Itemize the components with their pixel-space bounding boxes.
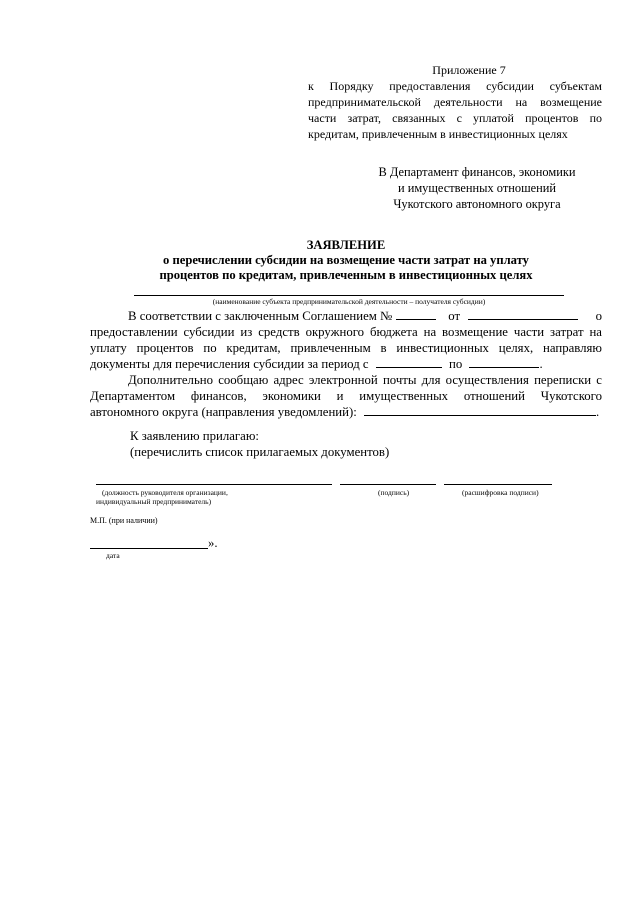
addressee-line: В Департамент финансов, экономики xyxy=(378,165,576,179)
title-line: о перечислении субсидии на возмещение части затрат на уплату xyxy=(163,253,529,267)
email-dot: . xyxy=(596,405,600,419)
agreement-first-line xyxy=(90,308,602,324)
appendix-header xyxy=(308,62,602,142)
addressee-line: и имущественных отношений xyxy=(397,181,557,195)
email-field[interactable] xyxy=(364,404,596,416)
email-text: автономного округа (направления уведомлений): xyxy=(90,405,357,419)
applicant-name-line[interactable] xyxy=(134,295,564,296)
appendix-line: предпринимательской деятельности на возмещение xyxy=(308,95,602,109)
agreement-about-text: о xyxy=(595,309,602,323)
position-caption-line: (должность руководителя организации, xyxy=(102,488,228,497)
email-field-line xyxy=(90,404,602,420)
date-line[interactable] xyxy=(90,548,208,549)
attachments-label: К заявлению прилагаю: xyxy=(130,429,259,443)
title-line: процентов по кредитам, привлеченным в инвестиционных целях xyxy=(159,268,533,282)
period-text: документы для перечисления субсидии за период с xyxy=(90,357,369,371)
addressee-line: Чукотского автономного округа xyxy=(393,197,561,211)
email-line: Департаментом финансов, экономики и имущественных отношений Чукотского xyxy=(90,389,602,403)
title-heading: ЗАЯВЛЕНИЕ xyxy=(306,238,386,252)
decoding-caption: (расшифровка подписи) xyxy=(462,488,539,497)
position-caption xyxy=(96,488,228,506)
period-start-field[interactable] xyxy=(376,356,442,368)
period-end-field[interactable] xyxy=(469,356,539,368)
agreement-date-field[interactable] xyxy=(468,308,578,320)
appendix-line: к Порядку предоставления субсидии субъектам xyxy=(308,79,602,93)
signature-line[interactable] xyxy=(340,484,436,485)
paragraph-agreement xyxy=(90,308,602,372)
appendix-number: Приложение 7 xyxy=(432,63,506,77)
agreement-from-text: от xyxy=(448,309,461,323)
document-title xyxy=(90,238,602,283)
agreement-text: В соответствии с заключенным Соглашением № xyxy=(128,309,393,323)
position-line[interactable] xyxy=(96,484,332,485)
period-dot: . xyxy=(539,357,543,371)
appendix-line: части затрат, связанных с уплатой процентов по xyxy=(308,111,602,125)
period-to-text: по xyxy=(449,357,463,371)
agreement-line: уплату процентов по кредитам, привлеченным в инвестиционных целях, направляю xyxy=(90,341,602,355)
attachments-block xyxy=(130,428,389,460)
date-closing: ». xyxy=(208,536,218,550)
agreement-period-line xyxy=(90,356,602,372)
paragraph-email xyxy=(90,372,602,420)
position-caption-line: индивидуальный предприниматель) xyxy=(96,497,212,506)
appendix-line: кредитам, привлеченным в инвестиционных целях xyxy=(308,127,568,141)
addressee-block xyxy=(360,164,594,212)
attachments-hint: (перечислить список прилагаемых документов) xyxy=(130,445,390,459)
signature-decoding-line[interactable] xyxy=(444,484,552,485)
applicant-caption: (наименование субъекта предпринимательской деятельности – получателя субсидии) xyxy=(212,297,486,306)
signature-caption: (подпись) xyxy=(378,488,410,497)
agreement-line: предоставлении субсидии из средств окружного бюджета на возмещение части затрат на xyxy=(90,325,602,339)
date-caption: дата xyxy=(106,551,120,560)
agreement-number-field[interactable] xyxy=(396,308,436,320)
stamp-note: М.П. (при наличии) xyxy=(90,516,158,525)
email-line: Дополнительно сообщаю адрес электронной почты для осуществления переписки с xyxy=(128,373,602,387)
